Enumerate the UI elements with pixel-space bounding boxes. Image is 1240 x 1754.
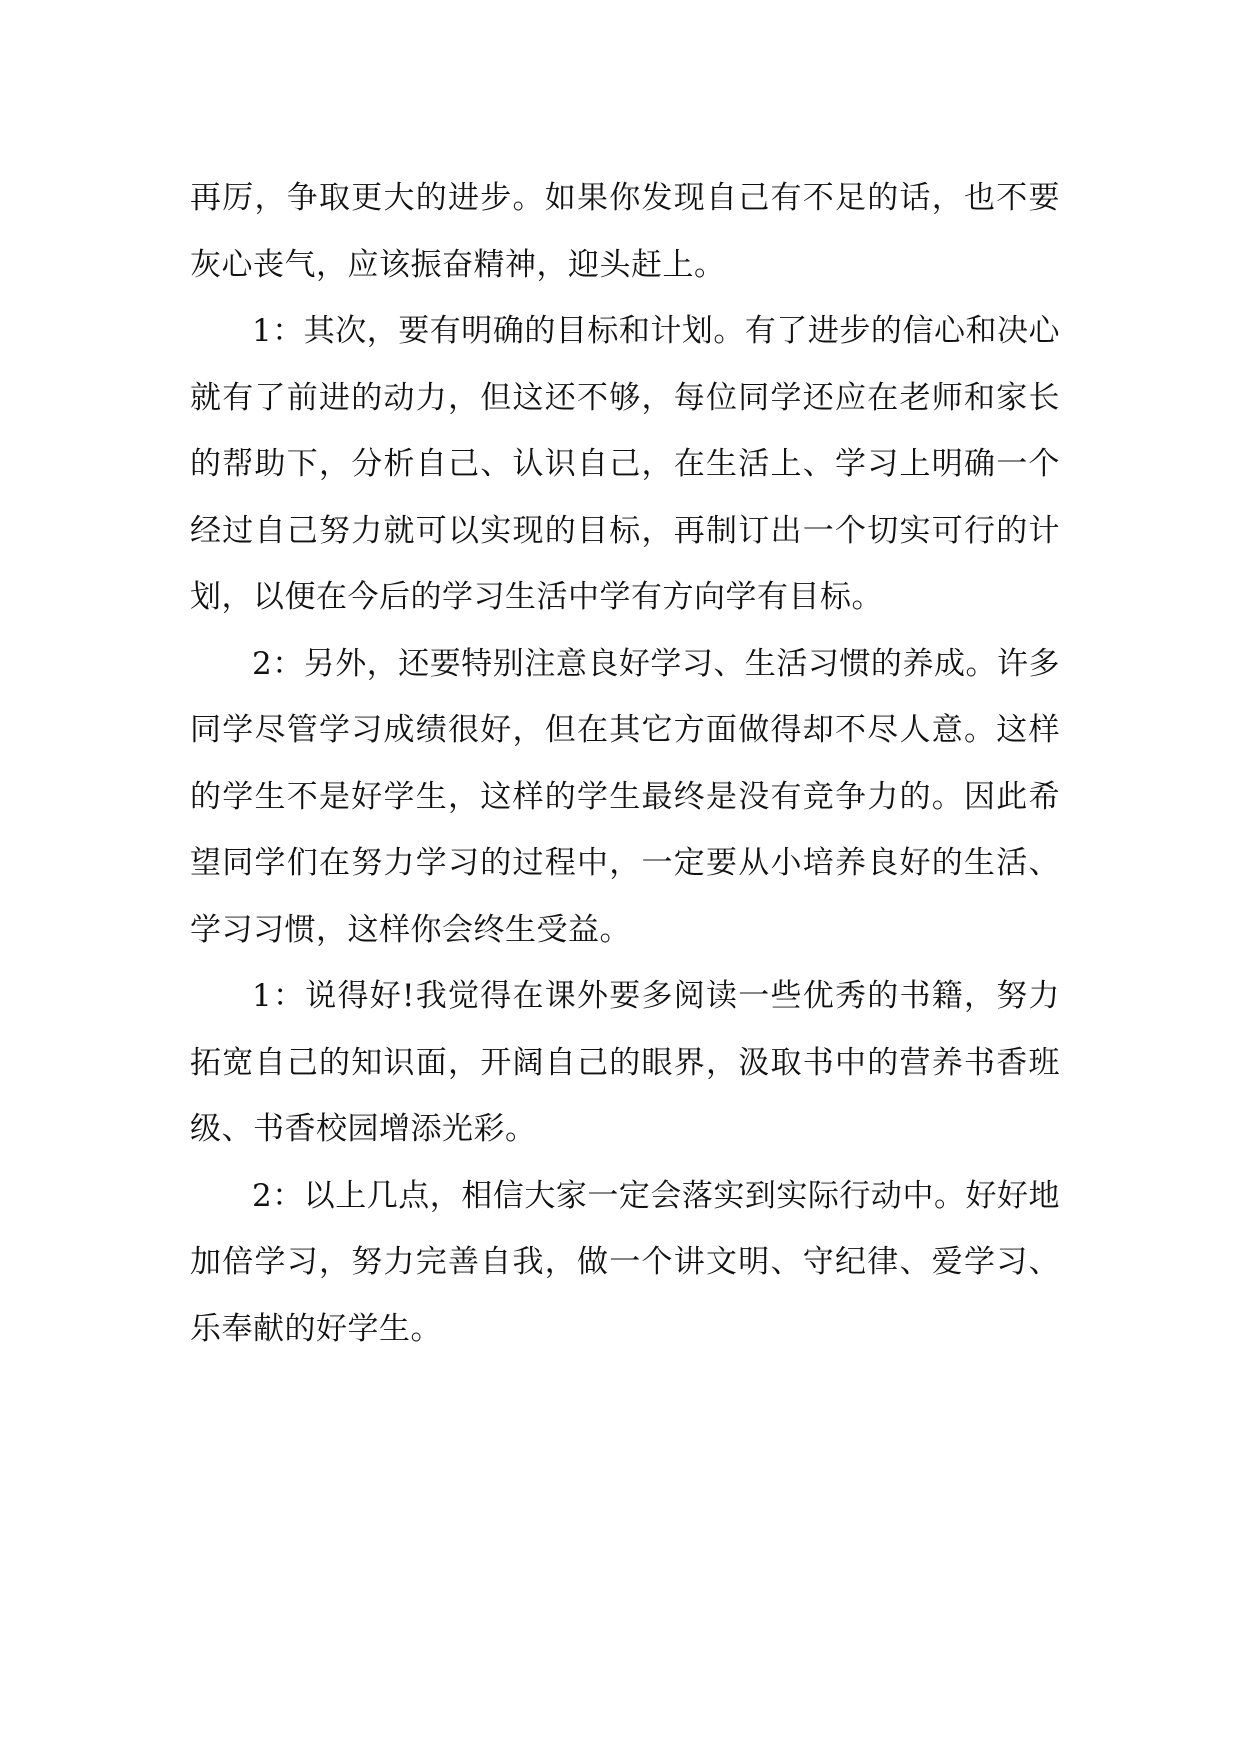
paragraph-conclusion: 2：以上几点，相信大家一定会落实到实际行动中。好好地加倍学习，努力完善自我，做一个讲文明、守纪律、爱学习、乐奉献的好学生。 bbox=[190, 1177, 1060, 1347]
document-body bbox=[190, 165, 1060, 1362]
paragraph-reading-books: 1：说得好!我觉得在课外要多阅读一些优秀的书籍，努力拓宽自己的知识面，开阔自己的眼界，汲取书中的营养书香班级、书香校园增添光彩。 bbox=[190, 978, 1060, 1147]
paragraph-goals-and-plans: 1：其次，要有明确的目标和计划。有了进步的信心和决心就有了前进的动力，但这还不够，每位同学还应在老师和家长的帮助下，分析自己、认识自己，在生活上、学习上明确一个经过自己努力就可以实现的目标，再制订出一个切实可行的计划，以便在今后的学习生活中学有方向学有目标。 bbox=[190, 313, 1060, 615]
paragraph-good-habits: 2：另外，还要特别注意良好学习、生活习惯的养成。许多同学尽管学习成绩很好，但在其它方面做得却不尽人意。这样的学生不是好学生，这样的学生最终是没有竞争力的。因此希望同学们在努力学习的过程中，一定要从小培养良好的生活、学习习惯，这样你会终生受益。 bbox=[190, 645, 1060, 948]
paragraph-continuation: 再厉，争取更大的进步。如果你发现自己有不足的话，也不要灰心丧气，应该振奋精神，迎头赶上。 bbox=[190, 180, 1060, 283]
